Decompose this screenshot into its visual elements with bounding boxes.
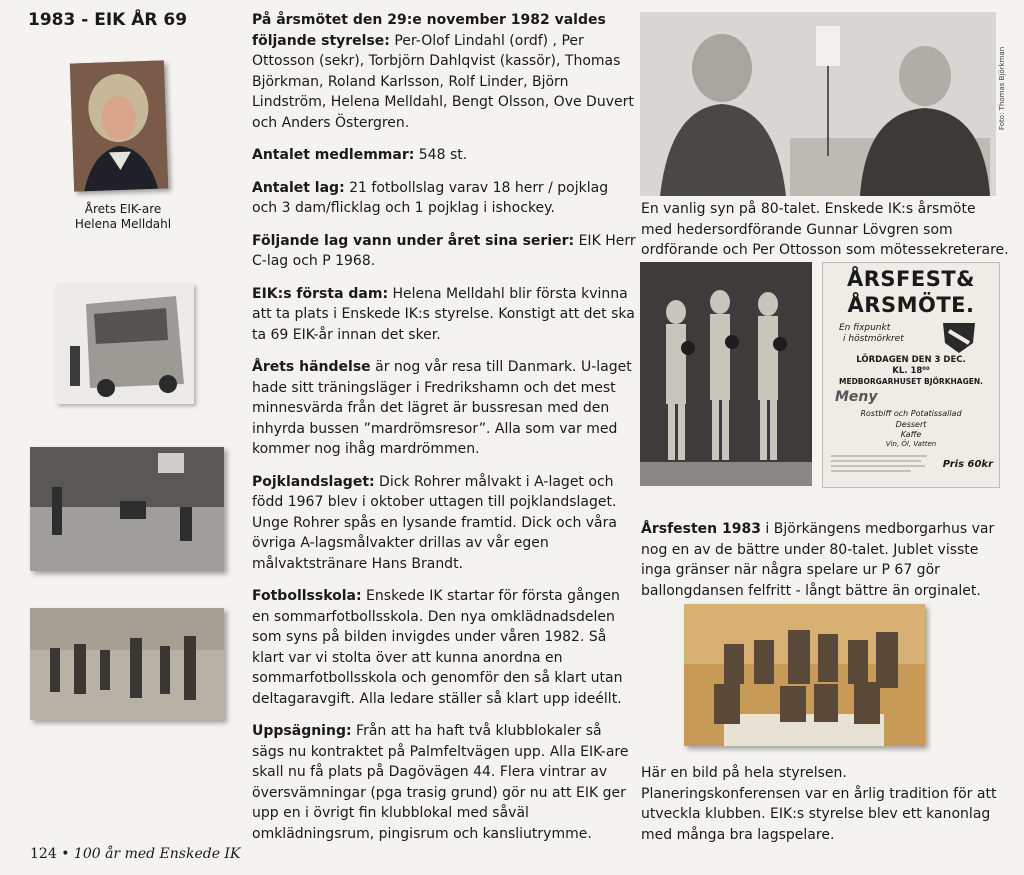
article-body (252, 10, 637, 856)
poster-title-line1: ÅRSFEST& (846, 267, 975, 291)
section-text: Från att ha haft två klubblokaler så sägs nu kontraktet på Palmfeltvägen upp. Alla EIK-are skall nu få plats på Dagövägen 44. Flera vintrar av översvämningar (pga trasig grund) gör nu att EIK ger upp en i övrigt fin klubblokal med såväl omklädningsrum, pingisrum och kansliutrymme. (252, 723, 629, 842)
section-text: 21 fotbollslag varav 18 herr / pojklag och 3 dam/flicklag och 1 pojklag i ishockey. (252, 179, 609, 216)
portrait-caption (48, 202, 198, 232)
poster-club-logo (939, 321, 979, 355)
poster-menu-line4: Vin, Öl, Vatten (885, 440, 937, 448)
poster-menu-line3: Kaffe (900, 430, 922, 439)
section-text: Dick Rohrer målvakt i A-laget och född 1967 blev i oktober uttagen till pojklandslaget. Unge Rohrer spås en lysande framtid. Dick och våra övriga A-lagsmålvakter drillas av vår egen målvaktstränare Hans Brandt. (252, 473, 617, 572)
section-event (252, 357, 637, 460)
poster-menu-line2: Dessert (895, 420, 927, 429)
page-title: 1983 - EIK ÅR 69 (28, 10, 188, 30)
section-heading: Antalet lag: (252, 179, 345, 196)
section-heading: Uppsägning: (252, 723, 352, 739)
party-caption-heading: Årsfesten 1983 (641, 521, 761, 537)
section-text: EIK Herr C-lag och P 1968. (252, 232, 636, 269)
poster-date: LÖRDAGEN DEN 3 DEC. (856, 355, 966, 365)
poster-title-line2: ÅRSMÖTE. (847, 293, 975, 317)
party-dancers-photo (640, 262, 812, 486)
poster-menu-line1: Rostbiff och Potatissallad (860, 409, 962, 418)
section-heading: Antalet medlemmar: (252, 147, 415, 163)
party-poster (822, 262, 1000, 488)
section-board-election (252, 10, 637, 133)
section-heading: Pojklandslaget: (252, 473, 375, 490)
soccer-school-photo (30, 608, 224, 720)
section-heading: På årsmötet den 29:e november 1982 valdes följande styrelse: (252, 12, 606, 49)
section-heading: Fotbollsskola: (252, 588, 362, 604)
photo-credit: Foto: Thomas Björkman (998, 46, 1006, 130)
section-text: Helena Melldahl blir första kvinna att ta plats i Enskede IK:s styrelse. Konstigt att det ska ta 69 EIK-år innan det sker. (252, 285, 635, 343)
meeting-caption: En vanlig syn på 80-talet. Enskede IK:s årsmöte med hedersordförande Gunnar Lövgren som ordförande och Per Ottosson som mötessekreterare. (641, 201, 1009, 258)
page-footer (30, 846, 240, 862)
poster-place: MEDBORGARHUSET BJÖRKHAGEN. (839, 377, 983, 386)
page-number: 124 (30, 846, 57, 862)
section-soccer-school (252, 586, 637, 709)
gym-photo (30, 447, 224, 571)
footer-bullet: • (61, 846, 70, 862)
poster-time: KL. 18⁰⁰ (892, 366, 930, 376)
section-first-lady (252, 284, 637, 346)
party-caption (641, 519, 1001, 601)
section-termination (252, 721, 637, 844)
board-photo (684, 604, 925, 746)
bus-photo (56, 284, 194, 404)
section-text: 548 st. (414, 147, 468, 163)
section-heading: Årets händelse (252, 359, 371, 375)
poster-subtitle-line1: En fixpunkt (839, 323, 891, 333)
poster-menu-word: Meny (835, 389, 878, 405)
section-members (252, 145, 637, 166)
poster-fineprint (831, 453, 931, 477)
portrait-photo (70, 60, 168, 191)
section-teams (252, 178, 637, 219)
book-title: 100 år med Enskede IK (73, 846, 241, 862)
section-youth-national (252, 472, 637, 575)
portrait-caption-line1: Årets EIK-are (84, 202, 162, 216)
section-series-winners (252, 231, 637, 272)
poster-price: Pris 60kr (942, 459, 993, 470)
section-text: Per-Olof Lindahl (ordf) , Per Ottosson (sekr), Torbjörn Dahlqvist (kassör), Thomas Björkman, Roland Karlsson, Rolf Linder, Björn Lindström, Helena Melldahl, Bengt Olsson, Ove Duvert och Anders Östergren. (252, 32, 634, 131)
section-text: är nog vår resa till Danmark. U-laget hade sitt träningsläger i Fredrikshamn och det mest minnesvärda från det lägret är bussresan med den inhyrda bussen ”mardrömsresor”. Alla som var med kommer nog ihåg mardrömmen. (252, 359, 632, 457)
poster-subtitle-line2: i höstmörkret (843, 334, 904, 344)
meeting-photo (640, 12, 996, 196)
portrait-caption-line2: Helena Melldahl (74, 217, 172, 231)
party-caption-text: i Björkängens medborgarhus var nog en av de bättre under 80-talet. Jublet visste inga gränser när några spelare ur P 67 gör ballongdansen felfritt - långt bättre än orginalet. (641, 521, 995, 599)
board-caption: Här en bild på hela styrelsen. Planeringskonferensen var en årlig tradition för att utveckla klubben. EIK:s styrelse blev ett kanonlag med många bra lagspelare. (641, 765, 997, 843)
section-text: Enskede IK startar för första gången en sommarfotbollsskola. Den nya omklädnadsdelen som syns på bilden invigdes under våren 1982. Så klart var vi stolta över att kunna anordna en sommarfotbollsskola och genomför den så klart utan deltagaravgift. Alla ledare ställer så klart upp ideéllt. (252, 588, 623, 707)
section-heading: Följande lag vann under året sina serier: (252, 232, 575, 249)
section-heading: EIK:s första dam: (252, 285, 389, 302)
